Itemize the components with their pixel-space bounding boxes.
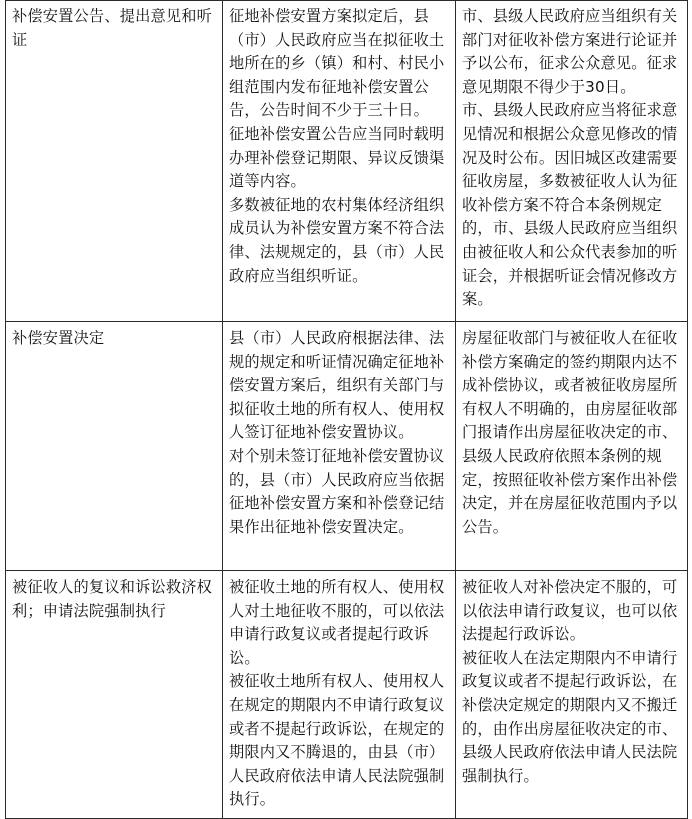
table-row <box>6 322 688 571</box>
paragraph: 被征收人对补偿决定不服的，可以依法申请行政复议，也可以依法提起行政诉讼。 <box>462 578 678 644</box>
table-row <box>6 571 688 819</box>
paragraph: 县（市）人民政府根据法律、法规的规定和听证情况确定征地补偿安置方案后，组织有关部门与拟征收土地的所有权人、使用权人签订征地补偿安置协议。 <box>229 329 445 442</box>
paragraph: 多数被征地的农村集体经济组织成员认为补偿安置方案不符合法律、法规规定的，县（市）人民政府应当组织听证。 <box>229 195 445 285</box>
stage-label: 补偿安置决定 <box>12 329 105 347</box>
stage-cell <box>6 1 223 322</box>
paragraph: 市、县级人民政府应当组织有关部门对征收补偿方案进行论证并予以公布，征求公众意见。征求意见期限不得少于30日。 <box>462 7 678 96</box>
stage-cell <box>6 571 223 819</box>
paragraph: 征地补偿安置方案拟定后，县（市）人民政府应当在拟征收土地所在的乡（镇）和村、村民小组范围内发布征地补偿安置公告，公告时间不少于三十日。 <box>229 7 445 120</box>
paragraph: 被征收土地的所有权人、使用权人对土地征收不服的，可以依法申请行政复议或者提起行政诉讼。 <box>229 578 445 667</box>
house-expropriation-cell <box>456 571 688 819</box>
table-row <box>6 1 688 322</box>
land-expropriation-cell <box>223 571 456 819</box>
paragraph: 被征收土地所有权人、使用权人在规定的期限内不申请行政复议或者不提起行政诉讼，在规定的期限内又不腾退的，由县（市）人民政府依法申请人民法院强制执行。 <box>229 672 445 809</box>
paragraph: 征地补偿安置公告应当同时载明办理补偿登记期限、异议反馈渠道等内容。 <box>229 124 445 191</box>
paragraph: 对个别未签订征地补偿安置协议的，县（市）人民政府应当依据征地补偿安置方案和补偿登记结果作出征地补偿安置决定。 <box>229 446 445 536</box>
paragraph: 被征收人在法定期限内不申请行政复议或者不提起行政诉讼，在补偿决定规定的期限内又不搬迁的，由作出房屋征收决定的市、县级人民政府依法申请人民法院强制执行。 <box>462 648 678 785</box>
stage-label: 补偿安置公告、提出意见和听证 <box>12 7 213 49</box>
paragraph: 房屋征收部门与被征收人在征收补偿方案确定的签约期限内达不成补偿协议，或者被征收房屋所有权人不明确的，由房屋征收部门报请作出房屋征收决定的市、县级人民政府依照本条例的规定，按照征收补偿方案作出补偿决定，并在房屋征收范围内予以公告。 <box>462 329 678 536</box>
comparison-table <box>5 0 688 819</box>
house-expropriation-cell <box>456 322 688 571</box>
house-expropriation-cell <box>456 1 688 322</box>
stage-label: 被征收人的复议和诉讼救济权利；申请法院强制执行 <box>12 578 213 620</box>
land-expropriation-cell <box>223 1 456 322</box>
stage-cell <box>6 322 223 571</box>
land-expropriation-cell <box>223 322 456 571</box>
paragraph: 市、县级人民政府应当将征求意见情况和根据公众意见修改的情况及时公布。因旧城区改建需要征收房屋，多数被征收人认为征收补偿方案不符合本条例规定的，市、县级人民政府应当组织由被征收人和公众代表参加的听证会，并根据听证会情况修改方案。 <box>462 101 678 309</box>
